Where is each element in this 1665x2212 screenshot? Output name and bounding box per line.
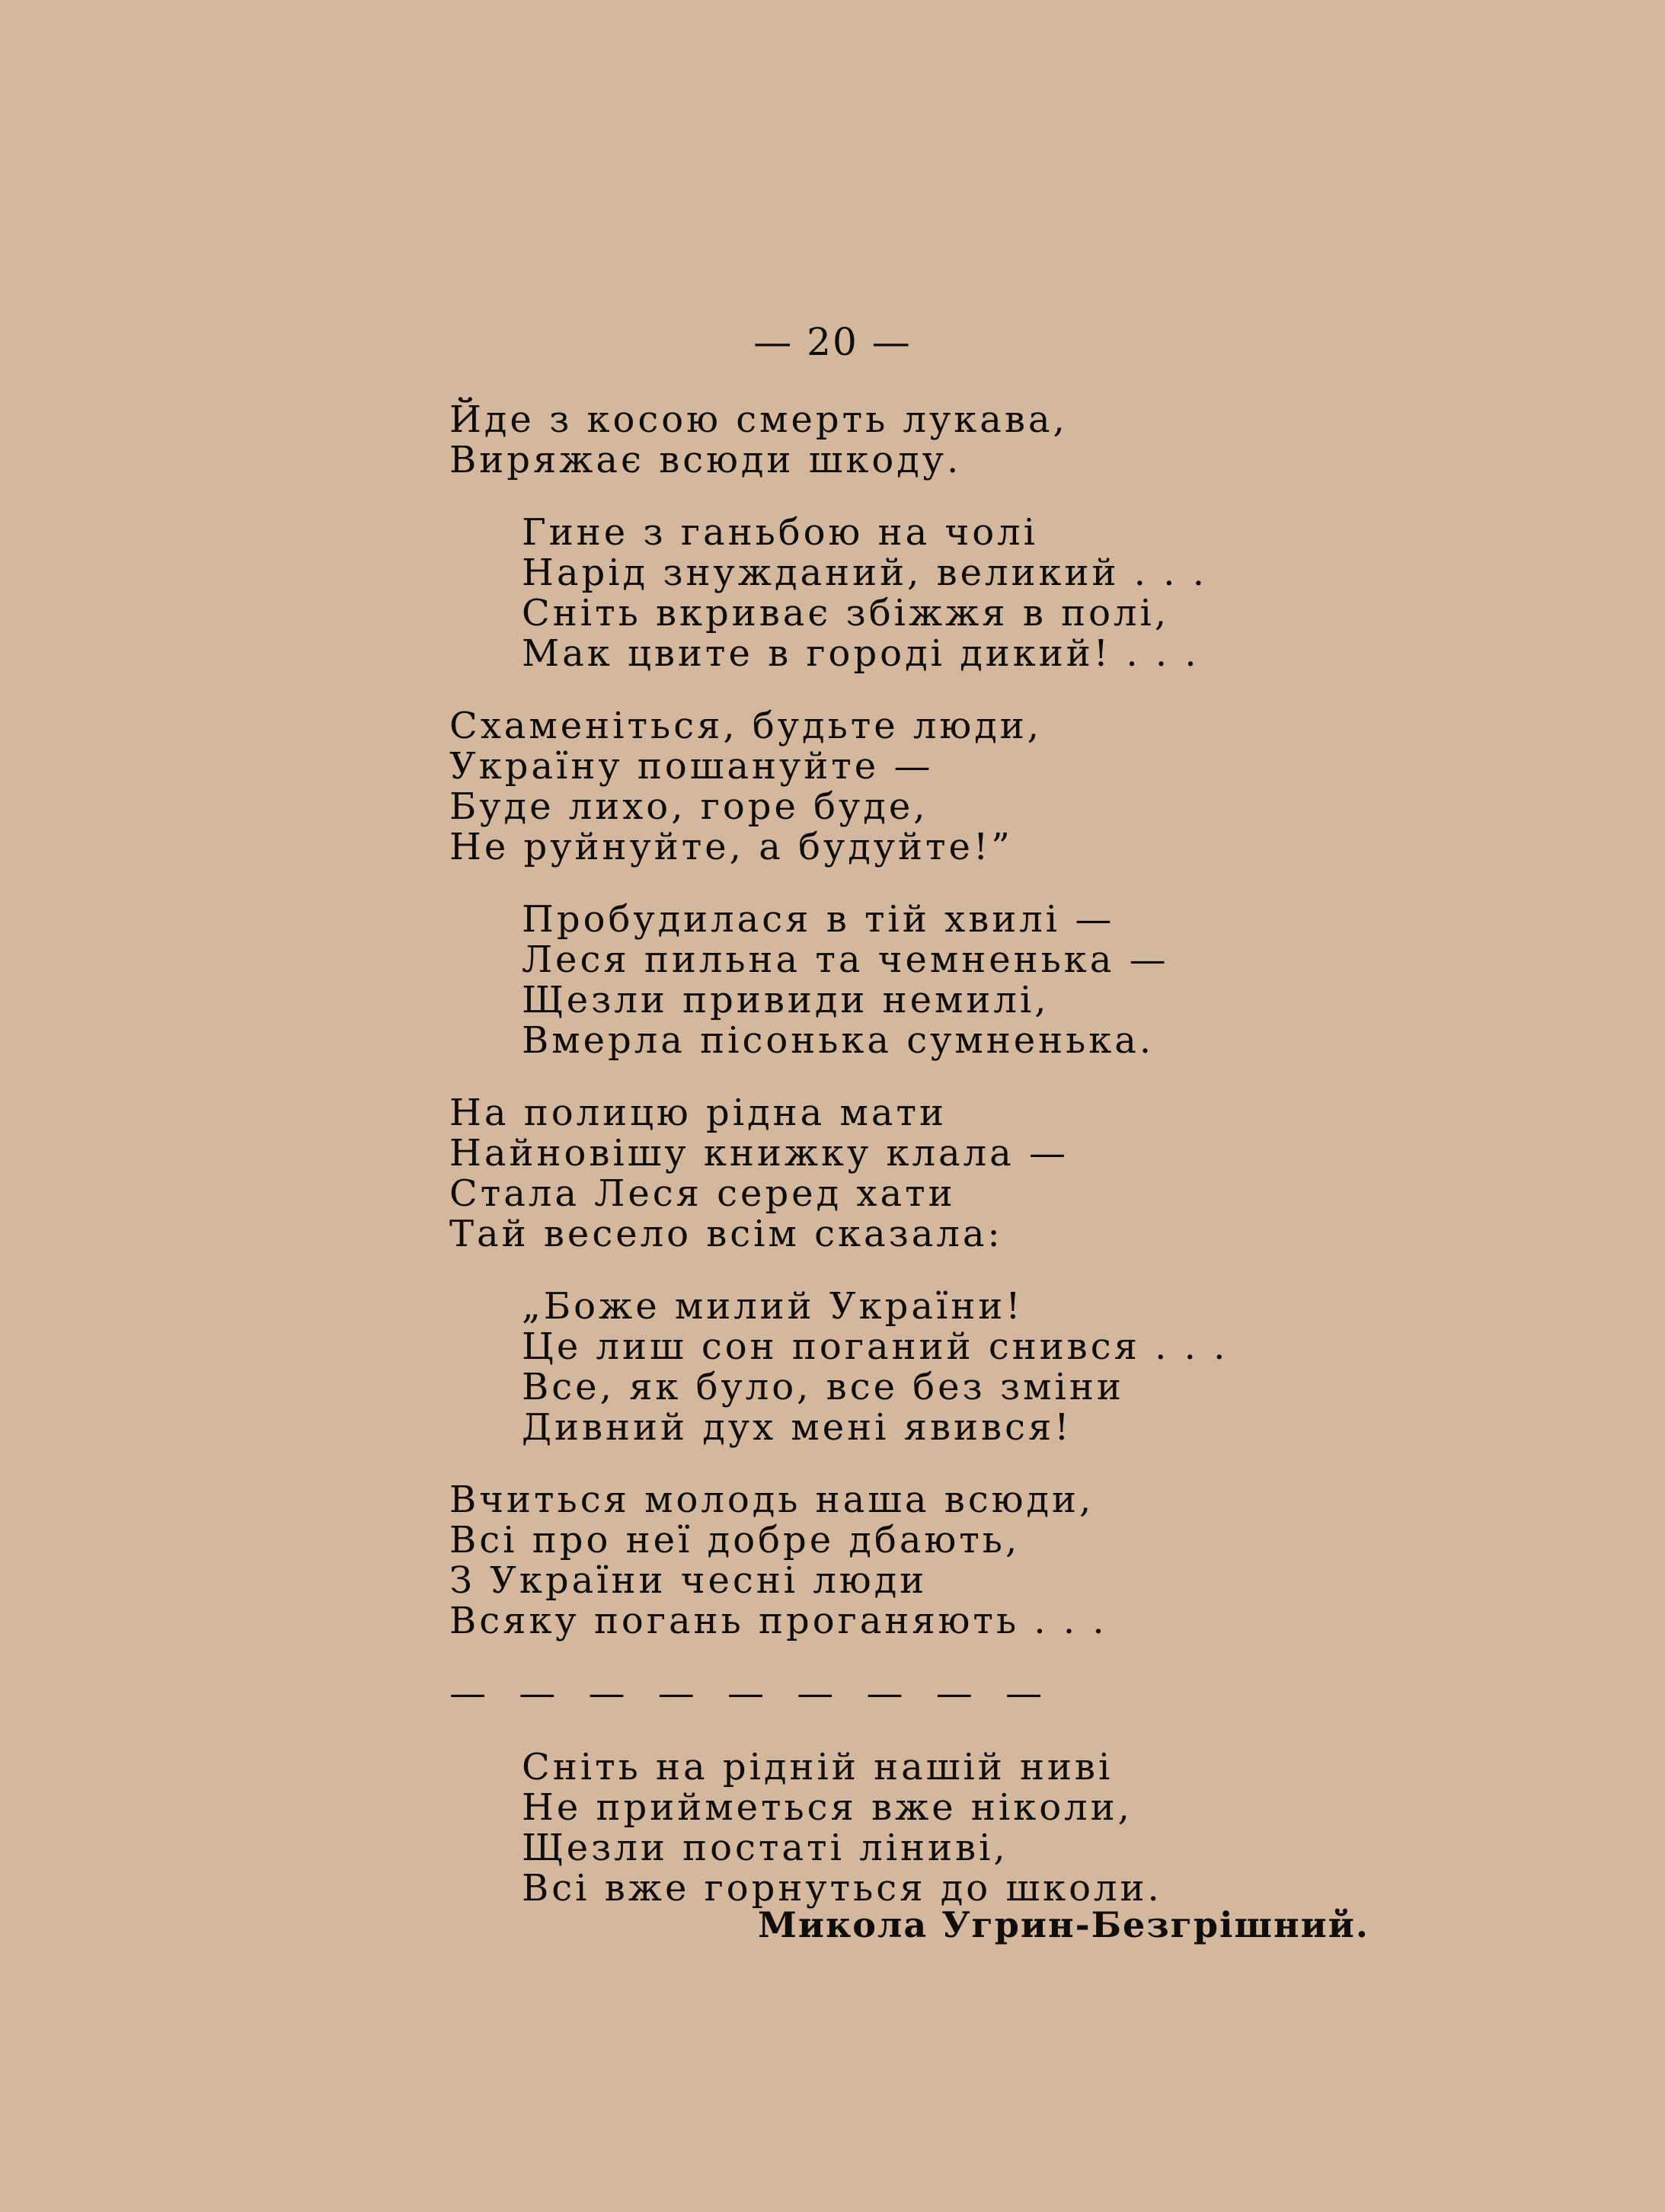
poem-line: Щезли привиди немилі, <box>522 979 1050 1021</box>
poem-line: Вчиться молодь наша всюди, <box>449 1478 1095 1521</box>
stanza-5 <box>449 1093 1516 1255</box>
poem-line: Не прийметься вже ніколи, <box>522 1786 1133 1829</box>
poem-line: Всі про неї добре дбають, <box>449 1519 1021 1562</box>
poem-line: З України чесні люди <box>449 1559 928 1602</box>
poem-line: Стала Леся серед хати <box>449 1172 956 1215</box>
stanza-2 <box>522 513 1516 674</box>
stanza-6 <box>522 1287 1516 1448</box>
poem-line: Сніть на рідній нашій ниві <box>522 1746 1114 1788</box>
poem-line: Всяку погань проганяють . . . <box>449 1600 1107 1642</box>
poem-line: Виряжає всюди шкоду. <box>449 439 962 481</box>
poem-line: Дивний дух мені явився! <box>522 1406 1072 1449</box>
poem-line: Вмерла пісонька сумненька. <box>522 1019 1155 1062</box>
dash-separator: — — — — — — — — — <box>449 1672 1053 1715</box>
poem-line: Це лиш сон поганий снився . . . <box>522 1325 1229 1368</box>
page-number: — 20 — <box>753 320 912 364</box>
poem <box>449 400 1516 1941</box>
stanza-1 <box>449 400 1516 481</box>
poem-line: Щезли постаті ліниві, <box>522 1827 1008 1869</box>
stanza-3 <box>449 706 1516 868</box>
poem-line: Буде лихо, горе буде, <box>449 785 928 828</box>
poem-line: На полицю рідна мати <box>449 1092 948 1134</box>
final-stanza <box>522 1747 1516 1909</box>
poem-line: Всі вже горнуться до школи. <box>522 1867 1162 1910</box>
poem-line: Не руйнуйте, а будуйте!” <box>449 826 1013 868</box>
poem-line: Все, як було, все без зміни <box>522 1366 1124 1408</box>
author-signature: Микола Угрин-Безгрішний. <box>758 1904 1369 1945</box>
poem-line: Сніть вкриває збіжжя в полі, <box>522 592 1170 635</box>
poem-line: Схаменіться, будьте люди, <box>449 705 1042 747</box>
poem-line: Йде з косою смерть лукава, <box>449 398 1068 441</box>
poem-line: Нарід знужданий, великий . . . <box>522 551 1208 594</box>
poem-line: Леся пильна та чемненька — <box>522 938 1169 981</box>
poem-line: Мак цвите в городі дикий! . . . <box>522 632 1200 675</box>
stanza-4 <box>522 900 1516 1061</box>
stanza-7 <box>449 1480 1516 1641</box>
poem-line: Гине з ганьбою на чолі <box>522 511 1038 554</box>
poem-line: Найновішу книжку клала — <box>449 1132 1069 1175</box>
poem-line: „Боже милий України! <box>522 1285 1024 1328</box>
poem-line: Тай весело всім сказала: <box>449 1213 1003 1255</box>
poem-line: Україну пошануйте — <box>449 745 934 788</box>
poem-line: Пробудилася в тій хвилі — <box>522 898 1115 941</box>
